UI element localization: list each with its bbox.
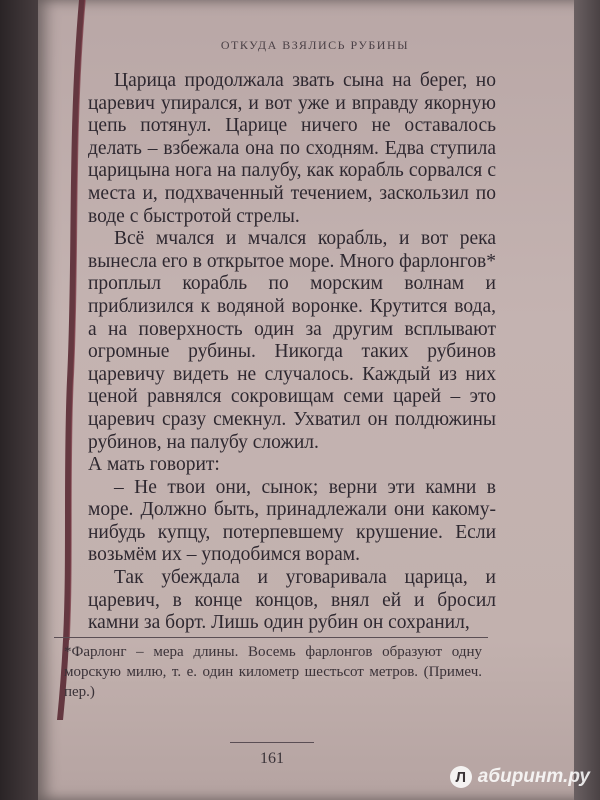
footnote-text: *Фарлонг – мера длины. Восемь фарлонгов образуют одну морскую милю, т. е. один километр шестьсот метров. (Примеч. пер.) [64, 644, 482, 700]
page-edge-background [574, 0, 600, 800]
paragraph: – Не твои они, сынок; верни эти камни в море. Должно быть, принадлежали они какому-нибудь купцу, потерпевшему крушение. Если возьмём их – уподобимся ворам. [88, 476, 496, 566]
page-number: 161 [260, 750, 284, 767]
paragraph: Так убеждала и уговаривала царица, и царевич, в конце концов, внял ей и бросил камни за борт. Лишь один рубин он сохранил, [88, 567, 496, 634]
paragraph: А мать говорит: [88, 454, 220, 476]
body-text [88, 70, 496, 635]
footnote [64, 642, 482, 702]
paragraph: Царица продолжала звать сына на берег, но царевич упирался, и вот уже и вправду якорную цепь потянул. Царице ничего не оставалось делать – взбежала она по сходням. Едва ступила царицына нога на палубу, как корабль сорвался с места и, подхваченный течением, заскользил по воде с быстротой стрелы. [88, 70, 496, 227]
footnote-divider [54, 637, 488, 638]
running-head: ОТКУДА ВЗЯЛИСЬ РУБИНЫ [220, 38, 410, 52]
labirint-logo-icon: Л [450, 766, 472, 788]
paragraph: Всё мчался и мчался корабль, и вот река вынесла его в открытое море. Много фарлонгов* проплыл корабль по морским волнам и приблизился к водяной воронке. Крутится вода, а на поверхность один за другим всплывают огромные рубины. Никогда таких рубинов царевичу видеть не случалось. Каждый из них ценой равнялся сокровищам семи царей – это царевич сразу смекнул. Ухватил он полдюжины рубинов, на палубу сложил. [88, 228, 496, 453]
labirint-watermark [450, 766, 590, 788]
watermark-text: абиринт.ру [477, 766, 590, 787]
page-number-rule [230, 742, 314, 743]
